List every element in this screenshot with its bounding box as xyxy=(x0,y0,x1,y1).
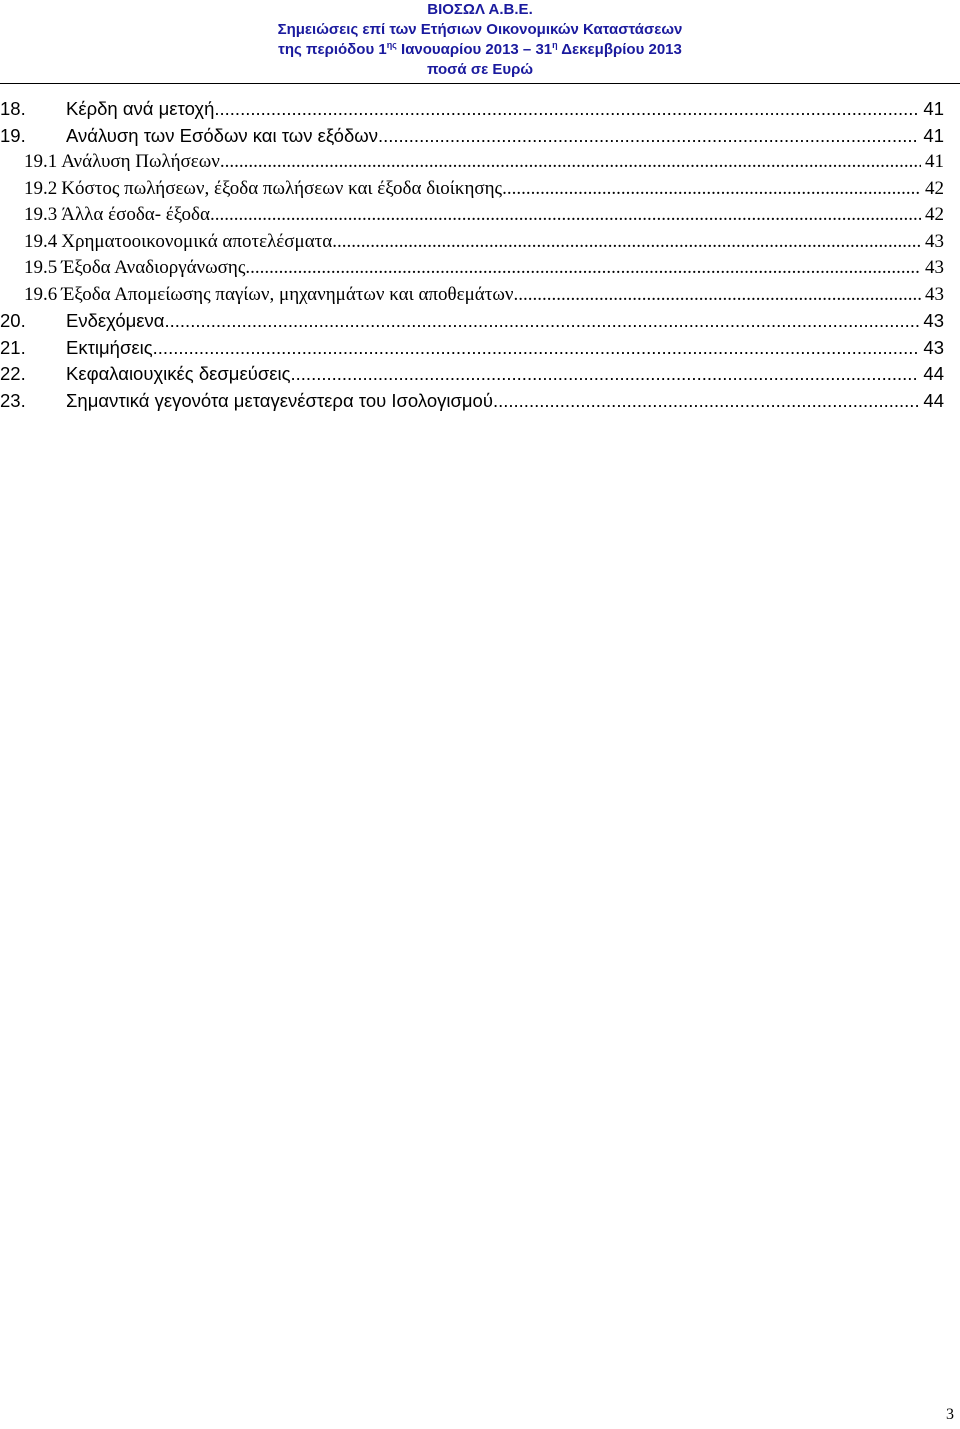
page-number: 3 xyxy=(946,1406,954,1423)
toc-entry[interactable] xyxy=(0,176,944,203)
toc-entry-title: Σημαντικά γεγονότα μεταγενέστερα του Ισολογισμού xyxy=(66,389,493,411)
toc-dot-leader xyxy=(493,388,919,415)
toc-entry[interactable] xyxy=(0,282,944,309)
toc-entry-page: 43 xyxy=(923,336,944,358)
toc-entry-number: 23. xyxy=(0,389,26,411)
toc-entry-number: 21. xyxy=(0,336,26,358)
toc-entry-page: 41 xyxy=(923,98,944,119)
toc-entry-page: 42 xyxy=(925,177,944,199)
toc-dot-leader xyxy=(378,123,919,150)
toc-entry-title: Άλλα έσοδα- έξοδα xyxy=(61,204,210,225)
toc-entry-number: 20. xyxy=(0,310,26,331)
toc-entry-title: Ανάλυση Πωλήσεων xyxy=(61,151,220,172)
toc-entry[interactable] xyxy=(0,123,944,150)
toc-entry-number: 18. xyxy=(0,98,26,119)
toc-entry[interactable] xyxy=(0,388,944,415)
header-divider xyxy=(0,83,960,84)
toc-entry[interactable] xyxy=(0,96,944,123)
toc-entry[interactable] xyxy=(0,308,944,335)
toc-entry-page: 44 xyxy=(923,389,944,411)
toc-entry-page: 44 xyxy=(923,363,944,384)
toc-dot-leader xyxy=(165,308,920,335)
toc-entry-title: Κεφαλαιουχικές δεσμεύσεις xyxy=(66,363,291,384)
toc-entry[interactable] xyxy=(0,255,944,282)
toc-entry[interactable] xyxy=(0,149,944,176)
toc-entry-number: 19.2 xyxy=(24,177,58,199)
toc-entry-number: 19. xyxy=(0,124,26,146)
period-prefix: της περιόδου 1 xyxy=(278,41,387,58)
toc-entry[interactable] xyxy=(0,202,944,229)
toc-dot-leader xyxy=(210,202,921,229)
toc-entry-page: 43 xyxy=(925,283,944,305)
toc-entry-title: Κόστος πωλήσεων, έξοδα πωλήσεων και έξοδα διοίκησης xyxy=(61,177,503,199)
toc-dot-leader xyxy=(291,361,920,388)
toc-entry-page: 42 xyxy=(925,204,944,225)
toc-dot-leader xyxy=(502,176,921,203)
document-title: Σημειώσεις επί των Ετήσιων Οικονομικών Καταστάσεων xyxy=(277,21,683,38)
toc-dot-leader xyxy=(518,282,921,309)
document-header xyxy=(0,0,960,80)
toc-entry-number: 19.3 xyxy=(24,204,58,225)
toc-dot-leader xyxy=(245,255,921,282)
period-superscript-1: ης xyxy=(386,40,397,50)
toc-entry-title: Έξοδα Αναδιοργάνωσης xyxy=(61,257,246,278)
toc-entry-number: 19.4 xyxy=(24,230,58,252)
table-of-contents xyxy=(0,96,944,414)
toc-dot-leader xyxy=(220,149,921,176)
toc-entry-page: 41 xyxy=(923,124,944,146)
toc-entry-number: 19.6 xyxy=(24,283,58,305)
reporting-period xyxy=(0,40,960,60)
toc-entry-number: 22. xyxy=(0,363,26,384)
toc-entry-page: 41 xyxy=(925,151,944,172)
toc-entry-page: 43 xyxy=(925,230,944,252)
toc-entry-page: 43 xyxy=(923,310,944,331)
toc-entry-title: Ενδεχόμενα xyxy=(66,310,165,331)
period-middle: Ιανουαρίου 2013 – 31 xyxy=(396,41,553,58)
company-name: ΒΙΟΣΩΛ Α.Β.Ε. xyxy=(427,1,533,18)
toc-entry[interactable] xyxy=(0,335,944,362)
toc-entry-number: 19.1 xyxy=(24,151,58,172)
period-superscript-2: η xyxy=(552,40,558,50)
toc-dot-leader xyxy=(153,335,920,362)
toc-entry-title: Έξοδα Απομείωσης παγίων, μηχανημάτων και αποθεμάτων. xyxy=(61,283,519,305)
currency-note: ποσά σε Ευρώ xyxy=(426,61,534,78)
toc-entry-title: Κέρδη ανά μετοχή xyxy=(66,98,215,119)
toc-dot-leader xyxy=(214,96,919,123)
toc-dot-leader xyxy=(332,229,921,256)
toc-entry-number: 19.5 xyxy=(24,257,58,278)
toc-entry-title: Εκτιμήσεις xyxy=(66,336,153,358)
period-suffix: Δεκεμβρίου 2013 xyxy=(557,41,682,58)
toc-entry[interactable] xyxy=(0,229,944,256)
toc-entry-title: Ανάλυση των Εσόδων και των εξόδων xyxy=(66,124,378,146)
toc-entry-page: 43 xyxy=(925,257,944,278)
toc-entry-title: Χρηματοοικονομικά αποτελέσματα xyxy=(61,230,333,252)
toc-entry[interactable] xyxy=(0,361,944,388)
